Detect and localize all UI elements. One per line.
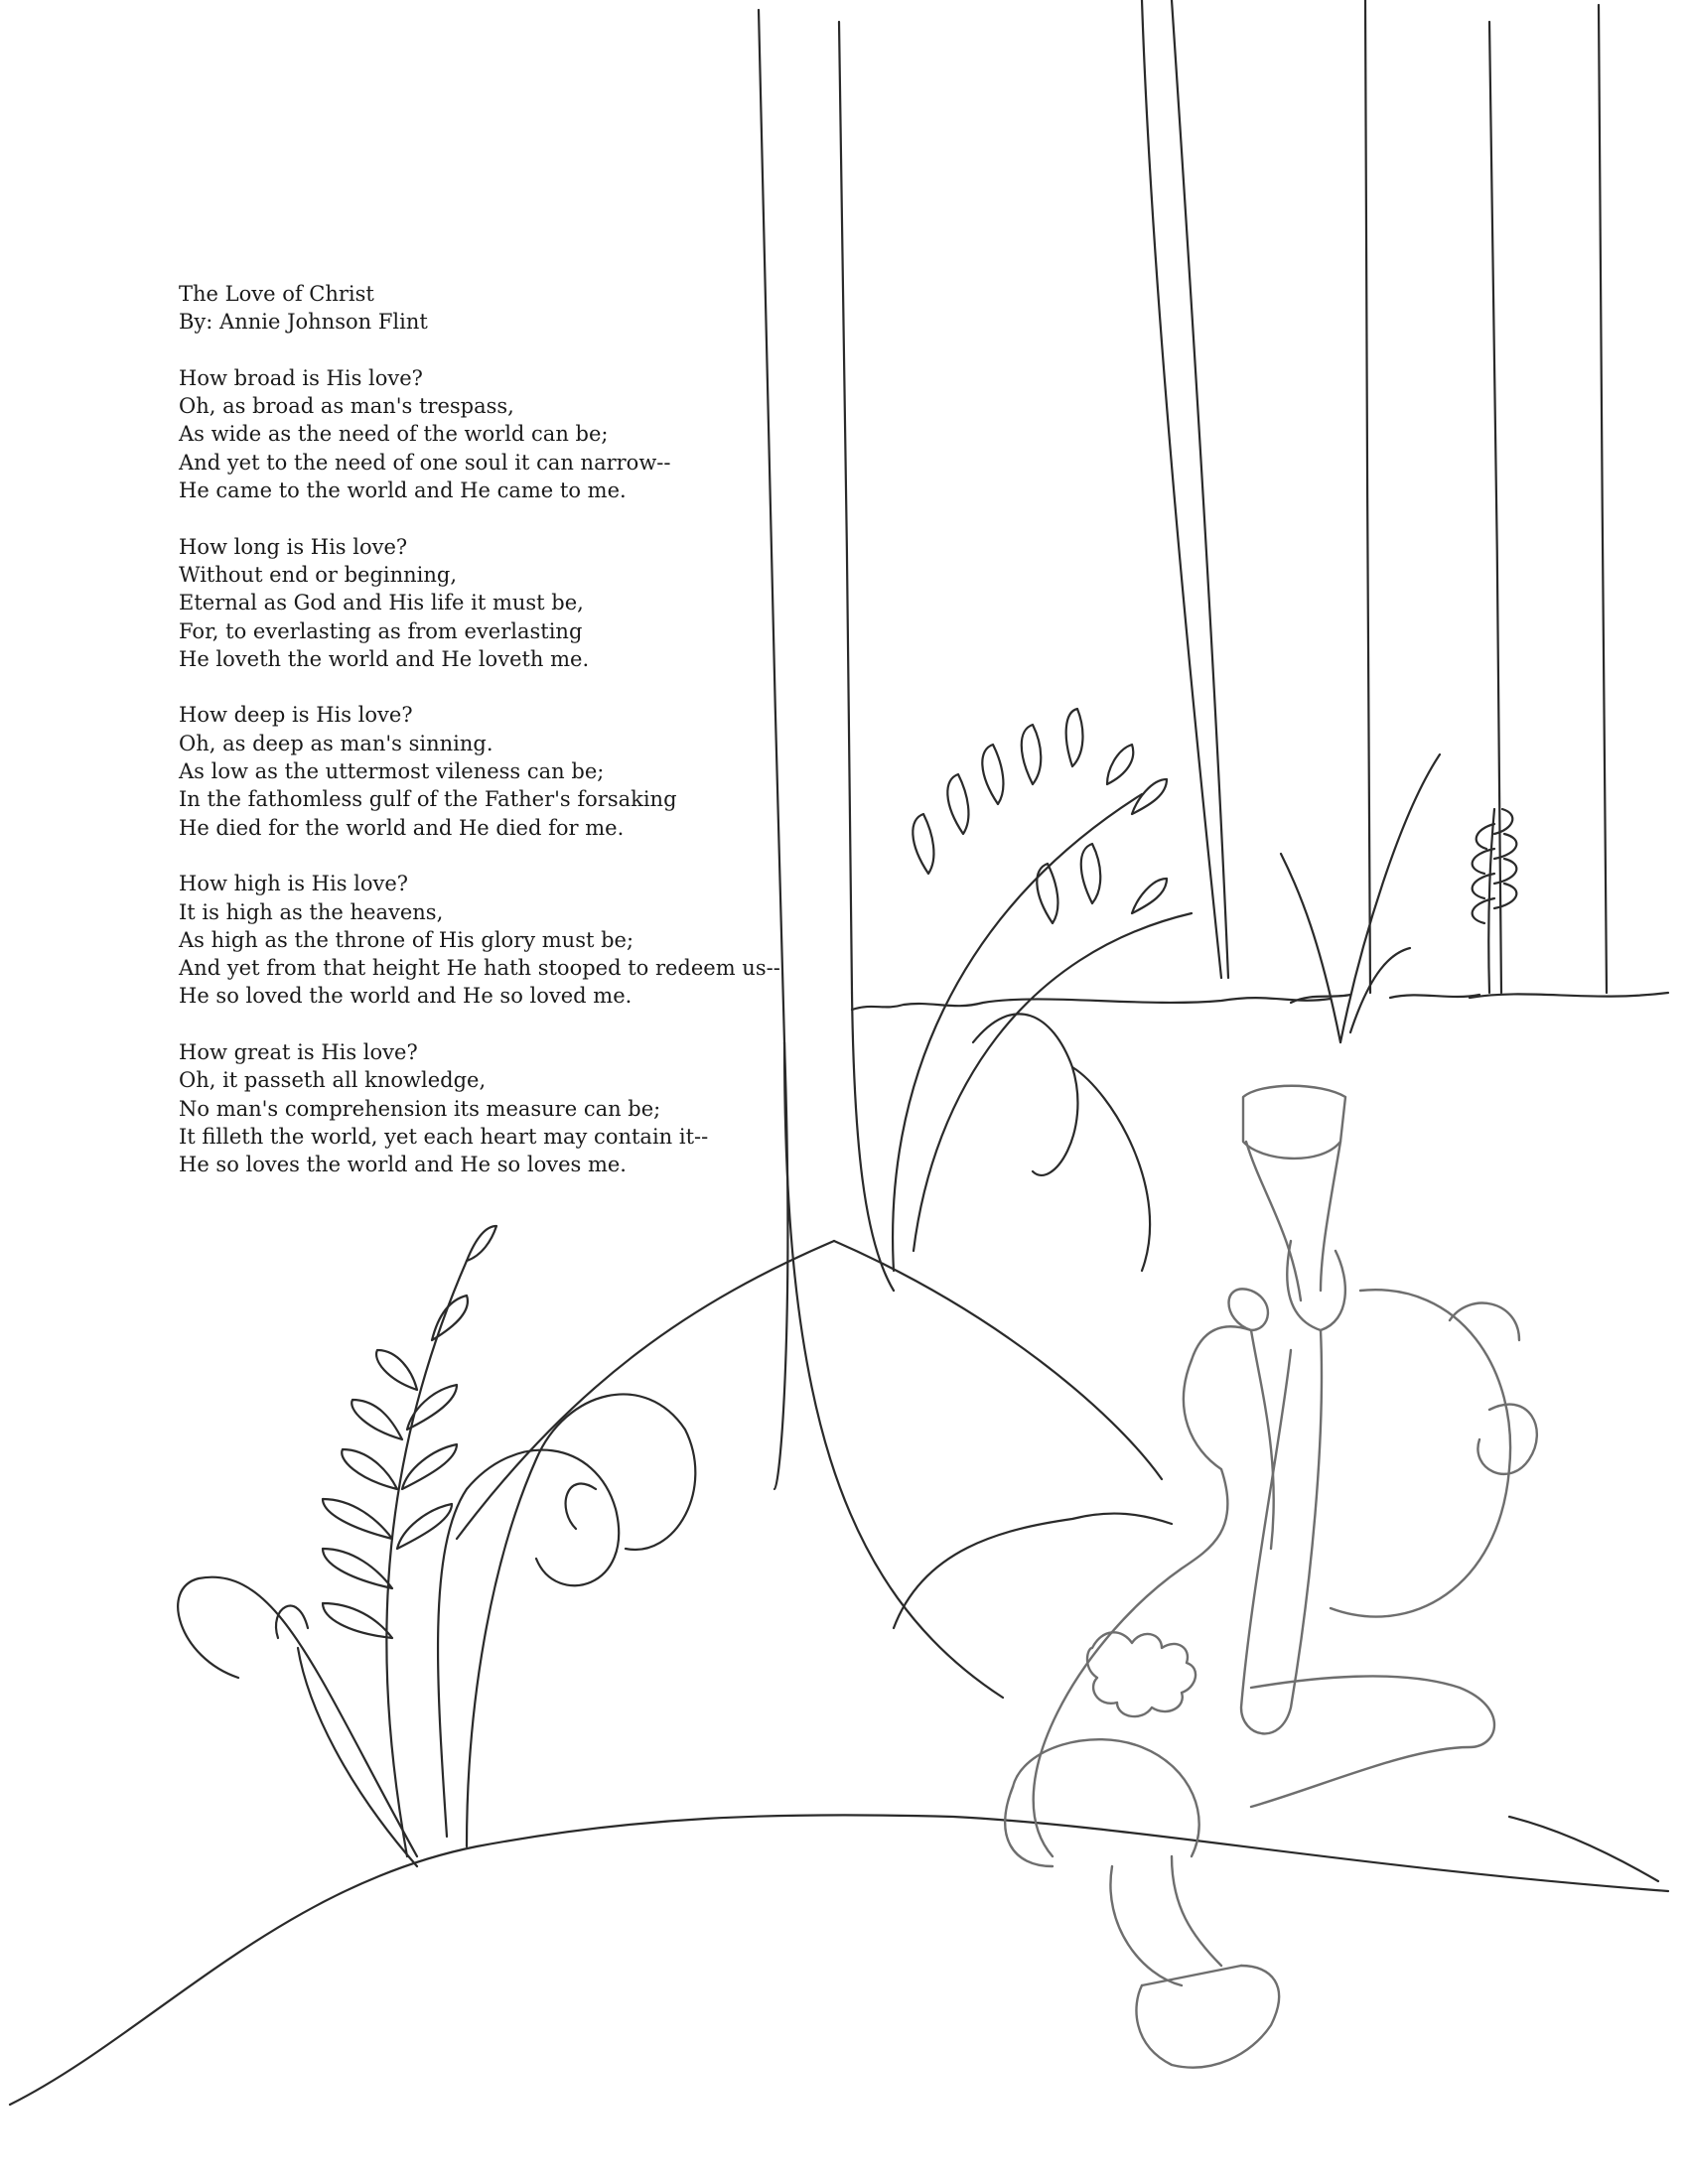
poem-line: How high is His love? xyxy=(179,872,409,896)
poem-line: Oh, it passeth all knowledge, xyxy=(179,1068,487,1093)
poem-text-block xyxy=(179,280,894,1179)
poem-line: As low as the uttermost vileness can be; xyxy=(179,759,605,784)
poem-line: As wide as the need of the world can be; xyxy=(179,422,609,447)
poem-line: How great is His love? xyxy=(179,1040,418,1065)
poem-line: It is high as the heavens, xyxy=(179,899,444,924)
poem-line: It filleth the world, yet each heart may contain it-- xyxy=(179,1124,709,1149)
poem-line: He so loves the world and He so loves me. xyxy=(179,1153,627,1177)
poem-title: The Love of Christ xyxy=(179,282,374,306)
stanza-1 xyxy=(179,364,894,504)
round-leaves xyxy=(178,1394,695,1856)
poem-line: For, to everlasting as from everlasting xyxy=(179,618,583,643)
poem-line: Oh, as broad as man's trespass, xyxy=(179,394,514,419)
left-fern xyxy=(298,1226,496,1866)
stanza-3 xyxy=(179,701,894,841)
poem-line: How long is His love? xyxy=(179,534,408,559)
hills xyxy=(10,1241,1668,2105)
stanza-4 xyxy=(179,870,894,1010)
poem-line: Eternal as God and His life it must be, xyxy=(179,591,584,615)
poem-line: He so loved the world and He so loved me. xyxy=(179,984,633,1009)
poem-line: Without end or beginning, xyxy=(179,562,458,587)
poem-line: No man's comprehension its measure can be; xyxy=(179,1096,661,1121)
mouse-character xyxy=(1005,1086,1537,2068)
poem-line: Oh, as deep as man's sinning. xyxy=(179,731,493,755)
poem-line: He died for the world and He died for me. xyxy=(179,815,625,840)
stanza-2 xyxy=(179,533,894,673)
poem-byline: By: Annie Johnson Flint xyxy=(179,310,428,335)
poem-line: He came to the world and He came to me. xyxy=(179,478,627,503)
ground-line xyxy=(852,993,1668,1010)
poem-line: And yet from that height He hath stooped to redeem us-- xyxy=(179,956,780,981)
poem-line: He loveth the world and He loveth me. xyxy=(179,646,590,671)
poem-line: As high as the throne of His glory must be; xyxy=(179,927,634,952)
poem-line: How deep is His love? xyxy=(179,703,413,728)
poem-line: In the fathomless gulf of the Father's forsaking xyxy=(179,787,677,812)
stanza-5 xyxy=(179,1038,894,1178)
center-fern xyxy=(893,709,1192,1271)
poem-line: How broad is His love? xyxy=(179,365,423,390)
poem-line: And yet to the need of one soul it can narrow-- xyxy=(179,450,671,475)
